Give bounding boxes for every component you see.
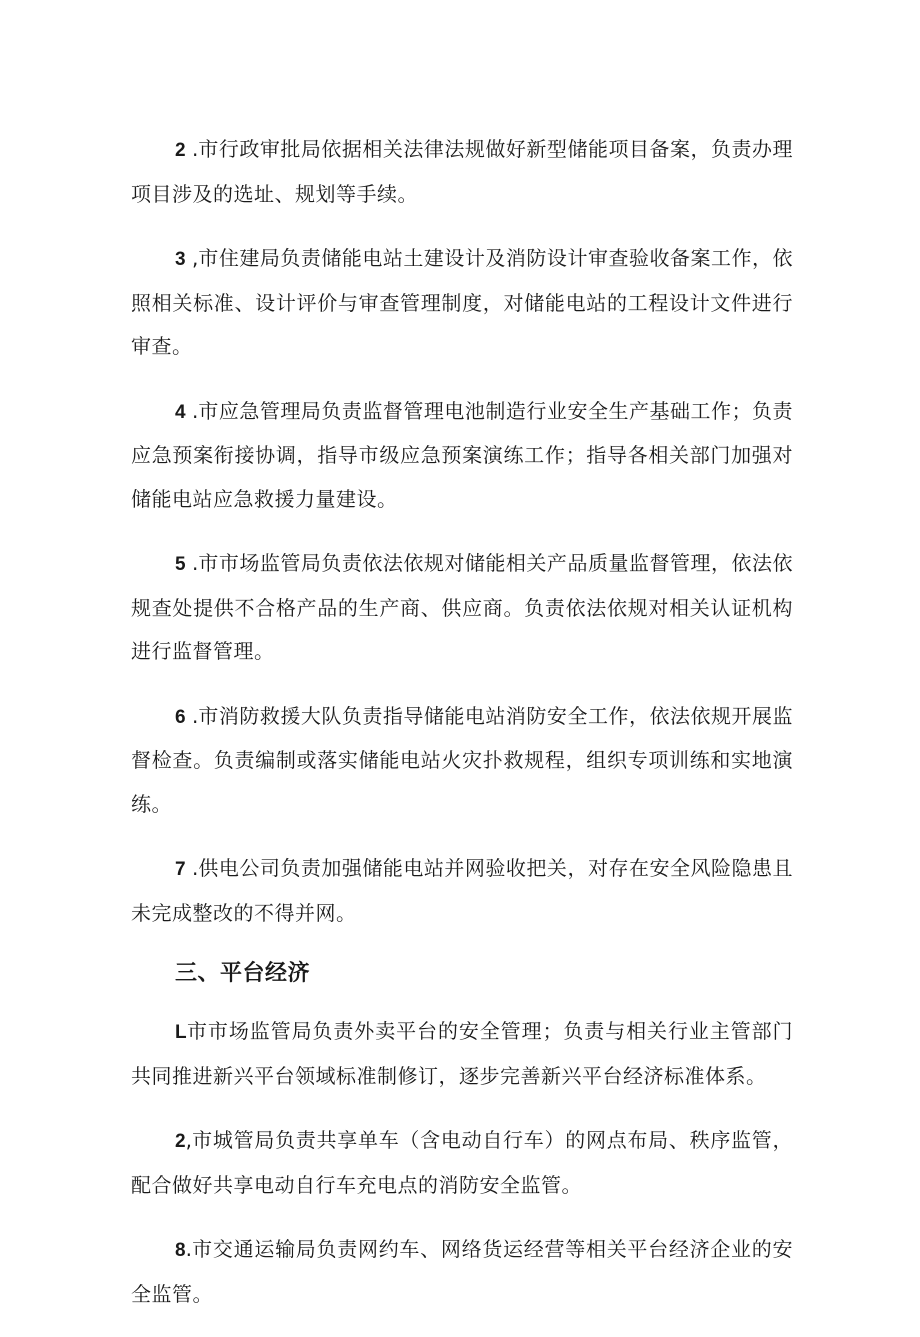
paragraph-item-platform-3 [131, 1228, 793, 1316]
paragraph-text: 市住建局负责储能电站土建设计及消防设计审查验收备案工作，依照相关标准、设计评价与审查管理制度，对储能电站的工程设计文件进行审查。 [131, 246, 794, 358]
section-heading: 三、平台经济 [175, 961, 311, 986]
paragraph-separator: . [185, 551, 199, 575]
document-body [131, 128, 793, 1337]
paragraph-text: 市行政审批局依据相关法律法规做好新型储能项目备案，负责办理项目涉及的选址、规划等手续。 [131, 137, 794, 206]
paragraph-number: 3 [175, 249, 186, 270]
paragraph-text: 市市场监管局负责外卖平台的安全管理；负责与相关行业主管部门共同推进新兴平台领域标准制修订，逐步完善新兴平台经济标准体系。 [131, 1019, 793, 1088]
paragraph-text: 市消防救援大队负责指导储能电站消防安全工作，依法依规开展监督检查。负责编制或落实储能电站火灾扑救规程，组织专项训练和实地演练。 [131, 703, 794, 816]
paragraph-text: 市城管局负责共享单车（含电动自行车）的网点布局、秩序监管，配合做好共享电动自行车充电点的消防安全监管。 [131, 1128, 793, 1197]
paragraph-number: 2 [175, 140, 186, 161]
paragraph-number: 5 [175, 554, 186, 575]
paragraph-separator: , [185, 246, 199, 270]
paragraph-text: 市应急管理局负责监督管理电池制造行业安全生产基础工作；负责应急预案衔接协调，指导市级应急预案演练工作；指导各相关部门加强对储能电站应急救援力量建设。 [131, 398, 794, 511]
paragraph-item-7 [131, 847, 793, 935]
paragraph-separator: . [185, 1237, 192, 1261]
paragraph-separator: , [185, 1128, 192, 1152]
paragraph-separator: . [185, 856, 199, 880]
paragraph-item-2 [131, 128, 793, 216]
paragraph-separator: . [185, 398, 199, 423]
paragraph-text: 供电公司负责加强储能电站并网验收把关，对存在安全风险隐患且未完成整改的不得并网。 [131, 856, 794, 925]
paragraph-item-4 [131, 390, 793, 522]
paragraph-number: L [175, 1022, 187, 1043]
paragraph-separator: . [185, 703, 199, 728]
paragraph-separator: . [185, 137, 199, 161]
paragraph-item-6 [131, 695, 793, 827]
paragraph-number: 7 [175, 859, 186, 880]
paragraph-item-5 [131, 542, 793, 674]
paragraph-number: 8 [175, 1240, 186, 1261]
paragraph-number: 4 [175, 401, 186, 423]
paragraph-item-3 [131, 237, 793, 369]
paragraph-text: 市交通运输局负责网约车、网络货运经营等相关平台经济企业的安全监管。 [131, 1237, 793, 1306]
paragraph-text: 市市场监管局负责依法依规对储能相关产品质量监督管理，依法依规查处提供不合格产品的生产商、供应商。负责依法依规对相关认证机构进行监督管理。 [131, 551, 794, 663]
paragraph-item-platform-2 [131, 1119, 793, 1207]
paragraph-number: 6 [175, 706, 186, 728]
paragraph-number: 2 [175, 1131, 186, 1152]
paragraph-item-platform-1 [131, 1010, 793, 1098]
